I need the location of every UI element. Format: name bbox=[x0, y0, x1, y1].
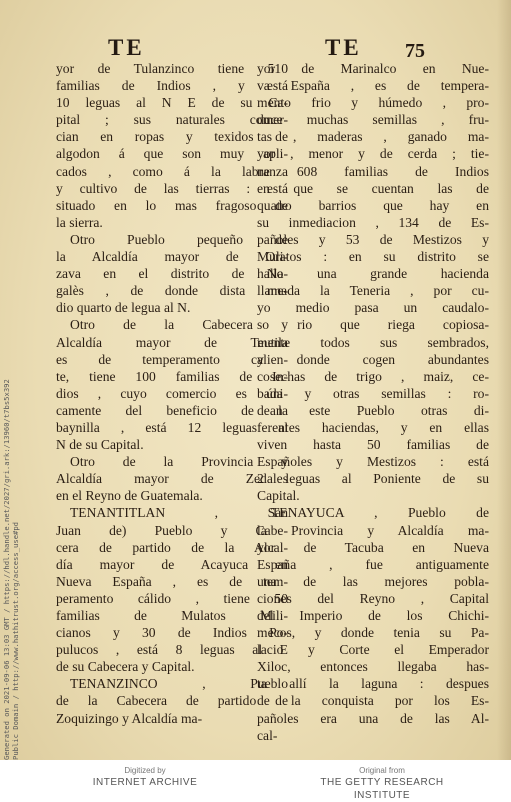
paragraph bbox=[56, 504, 288, 675]
scan-footer bbox=[0, 760, 511, 800]
text-line: una de las mejores pobla- bbox=[257, 573, 489, 589]
paragraph bbox=[56, 60, 288, 231]
hathitrust-margin-note bbox=[2, 379, 32, 760]
original-from-block bbox=[302, 766, 462, 802]
text-line: del Imperio de los Chichi- bbox=[257, 608, 489, 623]
text-line: ne 608 familias de Indios bbox=[257, 163, 489, 179]
internet-archive-label: INTERNET ARCHIVE bbox=[92, 777, 198, 788]
text-line: Zoquizingo y Alcaldía ma- bbox=[56, 710, 203, 726]
text-line: yo medio pasa un caudalo- bbox=[257, 300, 489, 316]
text-line: en que se cuentan las de bbox=[257, 180, 489, 196]
text-line: Españoles y Mestizos : está bbox=[257, 454, 489, 470]
getty-label: THE GETTY RESEARCH INSTITUTE bbox=[320, 777, 444, 801]
text-line: lacio y Corte el Emperador bbox=[257, 642, 489, 658]
margin-note-line-2: Public Domain / http://www.hathitrust.org/access_use#pd bbox=[11, 522, 20, 760]
text-line: Alcaldía mayor de Teutila bbox=[56, 334, 288, 350]
text-line: yor de Tacuba en Nueva bbox=[257, 539, 489, 555]
text-line: camente del beneficio de la bbox=[56, 402, 288, 418]
paragraph bbox=[56, 675, 288, 726]
text-line: so rio que riega copiosa- bbox=[257, 317, 489, 333]
text-line: 2 leguas al Poniente de su bbox=[257, 471, 489, 487]
text-line: de la Cabecera de partido de bbox=[56, 693, 288, 709]
text-line: cal- bbox=[257, 727, 278, 743]
text-line: y donde cogen abundantes bbox=[257, 351, 489, 367]
text-line: ta allí la laguna : despues bbox=[257, 676, 489, 692]
text-line: halla una grande hacienda bbox=[257, 266, 489, 282]
text-line: Xiloc, entonces llegaba has- bbox=[257, 659, 489, 675]
text-line: mento frio y húmedo , pro- bbox=[257, 95, 489, 111]
text-line: N de su Capital. bbox=[56, 437, 144, 453]
text-column-right bbox=[257, 60, 489, 744]
text-line: TENANTITLAN , San bbox=[70, 505, 288, 521]
original-from-label: Original from bbox=[359, 766, 405, 775]
text-line: dios , cuyo comercio es úni- bbox=[56, 385, 288, 401]
text-line: la Provincia y Alcaldía ma- bbox=[257, 522, 489, 538]
text-line: 10 leguas al N E de su Ca- bbox=[56, 95, 288, 111]
running-head-left: TE bbox=[108, 35, 145, 60]
text-line: día mayor de Acayuca en bbox=[56, 556, 288, 572]
text-line: y cultivo de las tierras : está bbox=[56, 180, 288, 196]
text-line: va España , es de tempera- bbox=[257, 78, 489, 94]
text-line: Nueva España , es de tem- bbox=[56, 573, 288, 589]
text-line: pañoles y 53 de Mestizos y bbox=[257, 231, 489, 247]
text-line: familias de Mulatos Mili- bbox=[56, 608, 288, 623]
text-line: baynilla , está 12 leguas al bbox=[56, 419, 288, 435]
text-line: ferentes haciendas, y en ellas bbox=[257, 419, 489, 435]
text-line: cosechas de trigo , maiz, ce- bbox=[257, 368, 489, 384]
text-line: Mulatos : en su distrito se bbox=[257, 249, 489, 265]
text-line: peramento cálido , tiene 50 bbox=[56, 590, 288, 606]
text-line: pital ; sus naturales comer- bbox=[56, 112, 288, 128]
text-line: en el Reyno de Guatemala. bbox=[56, 488, 203, 504]
text-line: mente todos sus sembrados, bbox=[257, 334, 489, 350]
text-line: dean este Pueblo otras di- bbox=[257, 402, 489, 418]
paragraph bbox=[257, 504, 489, 743]
text-line: es de temperamento calien- bbox=[56, 351, 288, 367]
text-line: pañoles era una de las Al- bbox=[257, 710, 489, 726]
text-column-left bbox=[56, 60, 288, 727]
text-line: zava en el distrito de No- bbox=[56, 266, 288, 282]
text-line: TENANZINCO , Pueblo bbox=[70, 676, 288, 692]
text-line: viven hasta 50 familias de bbox=[257, 437, 489, 453]
text-line: tas , maderas , ganado ma- bbox=[257, 129, 489, 145]
text-line: cera de partido de la Alcal- bbox=[56, 539, 288, 555]
text-line: de su Cabecera y Capital. bbox=[56, 659, 195, 675]
text-line: cados , como á la labranza bbox=[56, 163, 288, 179]
paragraph bbox=[56, 231, 288, 316]
text-line: situado en lo mas fragoso de bbox=[56, 197, 288, 213]
text-line: duce muchas semillas , fru- bbox=[257, 112, 489, 128]
text-line: de la conquista por los Es- bbox=[257, 693, 489, 709]
text-line: Juan de) Pueblo y Cabe- bbox=[56, 522, 288, 538]
text-line: familias de Indios , y está bbox=[56, 78, 288, 94]
text-line: la Alcaldía mayor de Ori- bbox=[56, 249, 288, 265]
text-line: quatro barrios que hay en bbox=[257, 197, 489, 213]
running-head-right: TE bbox=[325, 35, 362, 60]
paragraph bbox=[56, 453, 288, 504]
text-line: España , fue antiguamente bbox=[257, 556, 489, 572]
text-line: yor , menor y de cerda ; tie- bbox=[257, 146, 489, 162]
text-line: Alcaldía mayor de Zedales bbox=[56, 471, 288, 487]
digitized-by-block bbox=[90, 766, 200, 789]
text-line: su inmediacion , 134 de Es- bbox=[257, 214, 489, 230]
text-line: Otro de la Provincia y bbox=[70, 454, 288, 470]
text-line: Otro Pueblo pequeño de bbox=[70, 231, 288, 247]
text-line: galès , de donde dista me- bbox=[56, 283, 288, 299]
text-line: dio quarto de legua al N. bbox=[56, 300, 191, 316]
text-line: TENAYUCA , Pueblo de bbox=[271, 505, 489, 521]
text-line: Capital. bbox=[257, 488, 300, 504]
text-line: cianos y 30 de Indios Po- bbox=[56, 625, 288, 641]
page-number: 75 bbox=[405, 40, 425, 62]
margin-note-line-1: Generated on 2021-09-06 13:03 GMT / https://hdl.handle.net/2027/gri.ark:/13960/t7bs5x392 bbox=[2, 379, 11, 760]
text-line: Otro de la Cabecera y bbox=[70, 317, 288, 333]
paragraph bbox=[56, 316, 288, 453]
digitized-by-label: Digitized by bbox=[124, 766, 166, 775]
text-line: yor de Tulanzinco tiene 510 bbox=[56, 61, 288, 76]
text-line: cian en ropas y texidos de bbox=[56, 129, 288, 145]
text-line: la sierra. bbox=[56, 214, 103, 230]
text-line: algodon á que son muy apli- bbox=[56, 146, 288, 162]
text-line: ciones del Reyno , Capital bbox=[257, 590, 489, 606]
text-line: yor de Marinalco en Nue- bbox=[257, 61, 489, 76]
text-line: mecos, y donde tenia su Pa- bbox=[257, 625, 489, 641]
paragraph bbox=[257, 60, 489, 504]
text-line: bada y otras semillas : ro- bbox=[257, 385, 489, 401]
text-line: llamada la Teneria , por cu- bbox=[257, 283, 489, 299]
text-line: pulucos , está 8 leguas al E bbox=[56, 642, 288, 658]
text-line: te, tiene 100 familias de In- bbox=[56, 368, 288, 384]
